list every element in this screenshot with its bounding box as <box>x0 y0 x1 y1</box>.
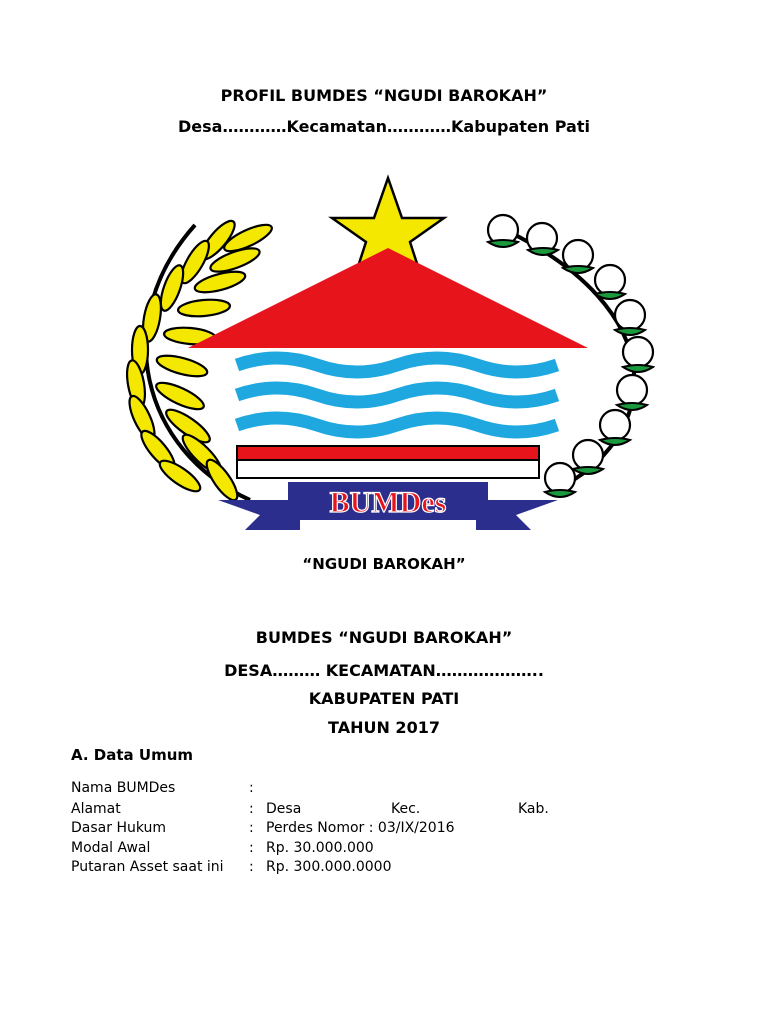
row-kec: Kec. <box>391 801 421 817</box>
water-waves-icon <box>237 358 557 432</box>
row-colon: : <box>249 801 254 817</box>
row-label: Putaran Asset saat ini <box>71 859 224 875</box>
org-year: TAHUN 2017 <box>328 718 440 737</box>
bumdes-ribbon <box>218 482 558 530</box>
org-location: DESA……… KECAMATAN……………….. <box>224 661 544 680</box>
row-label: Alamat <box>71 801 121 817</box>
document-title: PROFIL BUMDES “NGUDI BAROKAH” <box>220 86 548 105</box>
row-kab: Kab. <box>518 801 549 817</box>
bumdes-logo <box>100 170 680 535</box>
row-desa: Desa <box>266 801 302 817</box>
data-row-dasar-hukum <box>71 820 691 840</box>
row-value: Perdes Nomor : 03/IX/2016 <box>266 820 455 836</box>
org-regency: KABUPATEN PATI <box>308 689 460 708</box>
row-colon: : <box>249 820 254 836</box>
flag-icon <box>237 446 539 478</box>
document-subtitle: Desa…………Kecamatan…………Kabupaten Pati <box>178 117 590 136</box>
data-row-nama <box>71 780 691 800</box>
org-name: BUMDES “NGUDI BAROKAH” <box>255 628 513 647</box>
row-colon: : <box>249 840 254 856</box>
row-label: Nama BUMDes <box>71 780 176 796</box>
section-heading: A. Data Umum <box>71 746 194 764</box>
row-value: Rp. 300.000.0000 <box>266 859 392 875</box>
data-row-modal-awal <box>71 840 691 860</box>
row-colon: : <box>249 859 254 875</box>
row-label: Dasar Hukum <box>71 820 167 836</box>
row-label: Modal Awal <box>71 840 151 856</box>
logo-text: BUMDes <box>329 486 447 519</box>
row-value: Rp. 30.000.000 <box>266 840 374 856</box>
data-row-alamat <box>71 801 691 821</box>
tagline: “NGUDI BAROKAH” <box>302 555 466 573</box>
row-colon: : <box>249 780 254 796</box>
data-row-putaran-asset <box>71 859 691 879</box>
